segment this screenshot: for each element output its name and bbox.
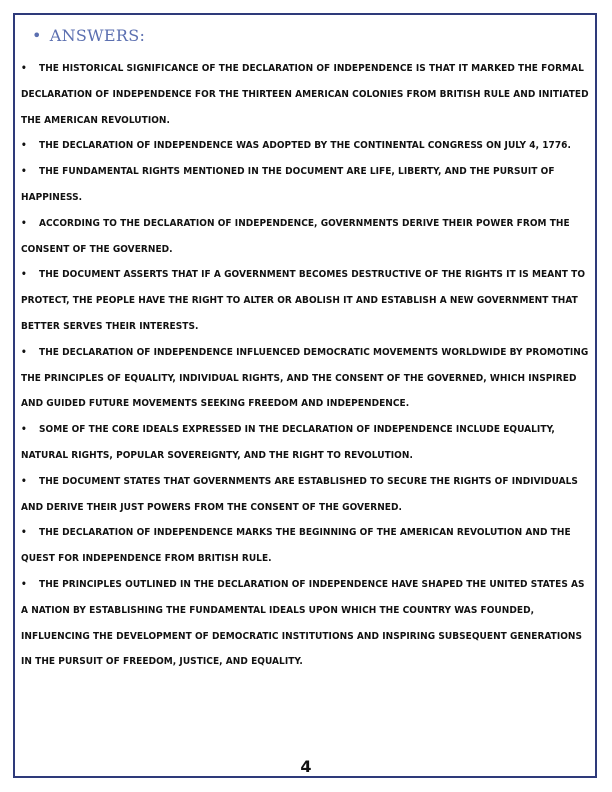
answer-item xyxy=(21,262,589,339)
list-bullet: • xyxy=(21,424,27,436)
list-bullet: • xyxy=(21,527,27,539)
answer-text: THE DECLARATION OF INDEPENDENCE INFLUENCED DEMOCRATIC MOVEMENTS WORLDWIDE BY PROMOTING THE PRINCIPLES OF EQUALITY, INDIVIDUAL RIGHTS, AND THE CONSENT OF THE GOVERNED, WHICH INSPIRED AND GUIDED FUTURE MOVEMENTS SEEKING FREEDOM AND INDEPENDENCE. xyxy=(21,346,589,410)
list-bullet: • xyxy=(21,140,27,152)
answer-item xyxy=(21,211,589,263)
answer-text: THE PRINCIPLES OUTLINED IN THE DECLARATION OF INDEPENDENCE HAVE SHAPED THE UNITED STATES AS A NATION BY ESTABLISHING THE FUNDAMENTAL IDEALS UPON WHICH THE COUNTRY WAS FOUNDED, INFLUENCING THE DEVELOPMENT OF DEMOCRATIC INSTITUTIONS AND INSPIRING SUBSEQUENT GENERATIONS IN THE PURSUIT OF FREEDOM, JUSTICE, AND EQUALITY. xyxy=(21,578,585,668)
answer-text: THE HISTORICAL SIGNIFICANCE OF THE DECLARATION OF INDEPENDENCE IS THAT IT MARKED THE FORMAL DECLARATION OF INDEPENDENCE FOR THE THIRTEEN AMERICAN COLONIES FROM BRITISH RULE AND INITIATED THE AMERICAN REVOLUTION. xyxy=(21,63,589,126)
list-bullet: • xyxy=(21,269,27,281)
list-bullet: • xyxy=(21,217,27,229)
answer-text: THE DECLARATION OF INDEPENDENCE MARKS THE BEGINNING OF THE AMERICAN REVOLUTION AND THE QUEST FOR INDEPENDENCE FROM BRITISH RULE. xyxy=(21,527,571,565)
list-bullet: • xyxy=(21,166,27,178)
answer-text: THE DECLARATION OF INDEPENDENCE WAS ADOPTED BY THE CONTINENTAL CONGRESS ON JULY 4, 1776. xyxy=(39,140,571,152)
answer-item xyxy=(21,159,589,211)
heading-text: ANSWERS: xyxy=(49,26,146,45)
answer-text: SOME OF THE CORE IDEALS EXPRESSED IN THE DECLARATION OF INDEPENDENCE INCLUDE EQUALITY, NATURAL RIGHTS, POPULAR SOVEREIGNTY, AND THE RIGHT TO REVOLUTION. xyxy=(21,424,555,461)
answer-item xyxy=(21,572,589,675)
list-bullet: • xyxy=(21,346,27,358)
list-bullet: • xyxy=(21,63,27,74)
heading-bullet: • xyxy=(32,26,42,45)
answer-text: THE DOCUMENT STATES THAT GOVERNMENTS ARE ESTABLISHED TO SECURE THE RIGHTS OF INDIVIDUALS AND DERIVE THEIR JUST POWERS FROM THE CONSENT OF THE GOVERNED. xyxy=(21,475,578,513)
answer-list xyxy=(21,56,589,675)
answer-text: THE DOCUMENT ASSERTS THAT IF A GOVERNMENT BECOMES DESTRUCTIVE OF THE RIGHTS IT IS MEANT TO PROTECT, THE PEOPLE HAVE THE RIGHT TO ALTER OR ABOLISH IT AND ESTABLISH A NEW GOVERNMENT THAT BETTER SERVES THEIR INTERESTS. xyxy=(21,269,586,332)
answer-item xyxy=(21,56,589,133)
answers-heading xyxy=(32,26,145,45)
page-number: 4 xyxy=(300,757,312,776)
answer-text: ACCORDING TO THE DECLARATION OF INDEPENDENCE, GOVERNMENTS DERIVE THEIR POWER FROM THE CONSENT OF THE GOVERNED. xyxy=(21,217,570,255)
list-bullet: • xyxy=(21,578,27,590)
list-bullet: • xyxy=(21,475,27,487)
answer-item xyxy=(21,417,589,469)
answer-item xyxy=(21,340,589,417)
answer-item xyxy=(21,133,589,159)
answer-text: THE FUNDAMENTAL RIGHTS MENTIONED IN THE DOCUMENT ARE LIFE, LIBERTY, AND THE PURSUIT OF HAPPINESS. xyxy=(21,166,555,203)
answer-item xyxy=(21,520,589,572)
answer-item xyxy=(21,469,589,521)
